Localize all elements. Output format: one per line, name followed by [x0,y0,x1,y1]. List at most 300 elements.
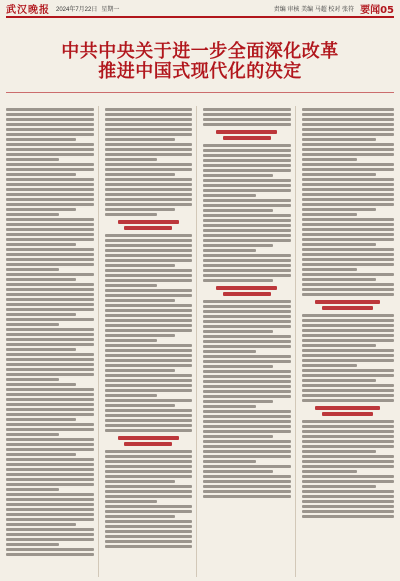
text-line [6,218,94,221]
text-line [302,143,395,146]
text-line [105,143,193,146]
text-line [105,183,193,186]
text-line [6,483,94,486]
text-line [203,485,291,488]
text-line [6,188,94,191]
subhead-bar [322,306,373,310]
text-line [6,378,59,381]
text-line [6,123,94,126]
text-line [203,480,291,483]
subhead-bar [223,136,271,140]
text-line [302,233,395,236]
text-line [302,379,376,382]
text-line [105,294,193,297]
text-line [6,273,94,276]
text-line [302,495,395,498]
text-line [6,428,94,431]
text-line [302,440,395,443]
text-line [203,209,273,212]
text-line [302,228,395,231]
text-line [6,338,94,341]
text-line [6,318,94,321]
text-line [105,429,193,432]
text-line [6,518,94,521]
text-line [203,405,256,408]
text-line [105,158,158,161]
text-line [302,329,395,332]
text-line [105,399,193,402]
text-line [203,189,291,192]
text-line [105,304,193,307]
text-line [105,309,193,312]
text-line [6,503,94,506]
text-line [203,249,256,252]
text-line [105,188,193,191]
subhead-bar [124,442,172,446]
text-line [6,263,94,266]
subhead-bar [124,226,172,230]
text-line [105,269,193,272]
subhead-bar [216,286,277,290]
text-line [302,253,395,256]
text-line [6,448,94,451]
issue-date: 2024年7月22日 [56,6,98,13]
main-headline [6,42,394,82]
text-line [105,163,193,166]
text-line [6,238,94,241]
text-line [302,293,395,296]
text-line [105,520,193,523]
text-line [203,350,256,353]
text-line [6,543,59,546]
text-line [302,349,395,352]
text-line [302,163,395,166]
text-line [302,505,395,508]
text-line [105,208,175,211]
text-line [105,279,193,282]
text-line [6,468,94,471]
text-line [105,193,193,196]
text-line [6,153,94,156]
text-line [203,118,291,121]
text-line [203,269,291,272]
text-line [302,475,395,478]
text-line [302,374,395,377]
text-line [302,263,395,266]
text-line [6,333,94,336]
text-line [105,359,193,362]
text-line [6,528,94,531]
text-line [6,293,94,296]
text-line [203,465,291,468]
text-line [302,384,395,387]
text-line [203,415,291,418]
text-line [203,425,291,428]
text-line [105,329,193,332]
text-line [6,208,76,211]
text-line [302,113,395,116]
text-line [203,440,291,443]
text-line [203,234,291,237]
text-line [105,545,193,548]
text-line [105,339,158,342]
text-line [302,450,376,453]
text-line [203,460,256,463]
text-line [302,324,395,327]
text-line [6,408,94,411]
text-line [105,475,193,478]
text-line [6,478,94,481]
text-line [6,148,94,151]
text-line [203,204,291,207]
text-line [105,148,193,151]
text-line [203,340,291,343]
editor-credits: 责编 审核 美编 马超 校对 张符 [273,6,355,13]
text-line [105,364,193,367]
text-line [6,353,94,356]
text-line [6,388,94,391]
text-line [203,244,273,247]
text-line [203,345,291,348]
text-line [105,123,193,126]
text-line [302,465,395,468]
text-line [203,335,291,338]
text-line [6,413,94,416]
text-line [105,369,175,372]
text-line [302,435,395,438]
text-line [6,163,94,166]
text-line [302,334,395,337]
text-line [105,349,193,352]
text-line [203,315,291,318]
text-line [6,193,94,196]
text-line [203,490,291,493]
text-line [105,344,193,347]
text-line [105,540,193,543]
article-column-4 [302,106,395,577]
text-line [6,283,94,286]
text-line [6,243,76,246]
text-line [203,264,291,267]
text-line [105,419,193,422]
text-line [302,148,395,151]
subhead-bar [223,292,271,296]
text-line [6,288,94,291]
text-line [6,138,76,141]
text-line [203,360,291,363]
text-line [105,495,193,498]
text-line [105,510,193,513]
text-line [203,310,291,313]
text-line [6,493,94,496]
text-line [6,473,94,476]
article-column-2 [105,106,198,577]
text-line [302,490,395,493]
text-line [105,505,193,508]
text-line [203,390,291,393]
text-line [105,198,193,201]
text-line [105,138,175,141]
headline-line-2: 推进中国式现代化的决定 [98,61,302,82]
text-line [302,359,395,362]
text-line [302,485,376,488]
text-line [302,268,358,271]
text-line [105,284,158,287]
text-line [105,319,193,322]
text-line [302,425,395,428]
text-line [6,348,76,351]
text-line [6,538,94,541]
text-line [203,159,291,162]
text-line [105,500,158,503]
text-line [203,254,291,257]
text-line [6,298,94,301]
article-columns [6,106,394,577]
text-line [302,455,395,458]
text-line [105,153,193,156]
text-line [105,203,193,206]
text-line [302,183,395,186]
text-line [302,203,395,206]
page-header [6,0,394,18]
text-line [6,168,94,171]
text-line [302,123,395,126]
text-line [302,480,395,483]
text-line [203,239,291,242]
text-line [6,213,59,216]
subhead-bar [322,412,373,416]
text-line [302,369,395,372]
text-line [302,198,395,201]
text-line [6,373,94,376]
text-line [203,184,291,187]
text-line [302,364,358,367]
subhead-bar [118,436,179,440]
text-line [302,389,395,392]
text-line [302,223,395,226]
text-line [302,420,395,423]
text-line [105,274,193,277]
text-line [105,525,193,528]
text-line [105,128,193,131]
text-line [6,183,94,186]
text-line [6,223,94,226]
text-line [302,460,395,463]
text-line [105,168,193,171]
text-line [105,460,193,463]
text-line [302,158,358,161]
text-line [6,343,94,346]
text-line [203,395,291,398]
text-line [6,303,94,306]
text-line [6,118,94,121]
text-line [6,463,94,466]
text-line [105,249,193,252]
text-line [105,213,158,216]
text-line [6,368,94,371]
text-line [302,188,395,191]
text-line [6,268,59,271]
weekday-label: 星期一 [101,6,120,13]
section-subhead [105,436,193,446]
text-line [6,253,94,256]
text-line [105,289,193,292]
text-line [6,313,76,316]
text-line [6,108,94,111]
text-line [302,168,395,171]
masthead-logo: 武汉晚报 [6,4,50,16]
text-line [203,194,256,197]
text-line [105,314,193,317]
text-line [105,535,193,538]
text-line [105,485,193,488]
text-line [302,515,395,518]
text-line [203,470,273,473]
text-line [6,498,94,501]
text-line [105,515,175,518]
text-line [302,208,376,211]
text-line [6,133,94,136]
text-line [105,118,193,121]
text-line [105,450,193,453]
text-line [6,513,94,516]
text-line [302,283,395,286]
text-line [105,244,193,247]
text-line [203,259,291,262]
text-line [105,379,193,382]
text-line [6,128,94,131]
text-line [302,133,395,136]
text-line [6,308,94,311]
text-line [6,278,76,281]
section-label: 要闻05 [360,4,394,16]
text-line [203,410,291,413]
text-line [105,490,193,493]
text-line [105,414,193,417]
text-line [6,488,59,491]
text-line [203,123,291,126]
text-line [6,423,94,426]
text-line [6,203,94,206]
text-line [203,174,273,177]
text-line [302,213,358,216]
text-line [302,273,395,276]
text-line [203,224,291,227]
text-line [203,219,291,222]
text-line [203,455,291,458]
text-line [105,173,175,176]
text-line [203,370,291,373]
text-line [203,300,291,303]
text-line [6,453,76,456]
subhead-bar [315,406,380,410]
text-line [6,398,94,401]
text-line [6,418,76,421]
text-line [105,455,193,458]
text-line [302,470,358,473]
text-line [203,229,291,232]
section-subhead [203,286,291,296]
section-subhead [302,406,395,416]
text-line [203,113,291,116]
text-line [6,548,94,551]
text-line [203,380,291,383]
text-line [6,523,76,526]
text-line [105,254,193,257]
text-line [203,199,291,202]
text-line [203,355,291,358]
text-line [203,169,291,172]
text-line [6,113,94,116]
text-line [203,179,291,182]
text-line [105,239,193,242]
text-line [302,153,395,156]
subhead-bar [118,220,179,224]
text-line [6,178,94,181]
text-line [6,383,76,386]
text-line [6,363,94,366]
text-line [302,354,395,357]
text-line [203,475,291,478]
text-line [302,218,395,221]
text-line [302,399,395,402]
text-line [302,339,395,342]
text-line [203,325,291,328]
text-line [203,214,291,217]
text-line [203,330,273,333]
text-line [105,133,193,136]
text-line [302,500,395,503]
text-line [302,394,395,397]
text-line [105,259,193,262]
text-line [105,470,193,473]
text-line [203,154,291,157]
headline-line-1: 中共中央关于进一步全面深化改革 [61,41,339,62]
text-line [105,178,193,181]
text-line [105,409,193,412]
text-line [302,430,395,433]
text-line [105,299,175,302]
text-line [105,234,193,237]
text-line [302,278,376,281]
text-line [6,143,94,146]
text-line [302,128,395,131]
text-line [302,193,395,196]
text-line [203,495,291,498]
text-line [105,389,193,392]
text-line [105,404,175,407]
text-line [302,118,395,121]
headline-divider [6,92,394,93]
text-line [6,553,94,556]
text-line [203,420,291,423]
text-line [203,279,273,282]
text-line [302,238,395,241]
text-line [203,430,291,433]
text-line [302,258,395,261]
text-line [105,108,193,111]
text-line [203,164,291,167]
text-line [105,334,175,337]
text-line [6,458,94,461]
text-line [6,403,94,406]
text-line [105,465,193,468]
text-line [302,108,395,111]
text-line [6,233,94,236]
text-line [302,248,395,251]
text-line [6,508,94,511]
text-line [203,385,291,388]
